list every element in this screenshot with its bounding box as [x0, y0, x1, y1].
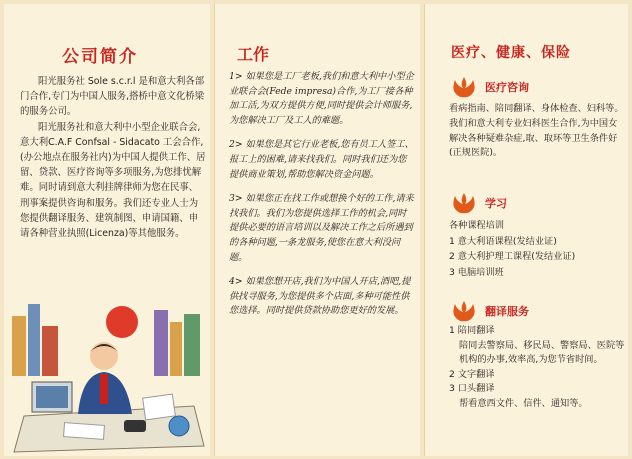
translate-item: 1 陪同翻译 [449, 325, 495, 336]
study-list [449, 218, 625, 280]
services-title: 医疗、健康、保险 [451, 45, 571, 61]
translate-list [449, 324, 625, 412]
study-item: 3 电脑培训班 [449, 266, 504, 278]
translate-item: 2 文字翻译 [449, 368, 495, 380]
company-intro [20, 74, 206, 241]
study-heading-label: 学习 [485, 197, 507, 210]
work-title: 工作 [237, 45, 270, 64]
flame-icon [451, 300, 477, 322]
panel-services [424, 4, 628, 456]
translate-item-detail: 帮看意西文件、信件、通知等。 [459, 397, 588, 409]
medical-text: 看病指南、陪同翻译、身体检查、妇科等。我们和意大利专业妇科医生合作,为中国女解决各种疑难杂症,取、取环等卫生条件好(正规医院)。 [449, 103, 624, 159]
translate-heading-label: 翻译服务 [485, 305, 529, 318]
study-heading [451, 192, 507, 214]
panel-company [4, 4, 210, 456]
medical-heading [451, 76, 529, 98]
work-item-4: 4> 如果您想开店,我们为中国人开店,酒吧,提供找寻服务,为您提供多个店面,多种可能性供您选择。同时提供贷款协助您更好的发展。 [229, 276, 411, 317]
company-paragraph-1: 阳光服务社 Sole s.c.r.l 是和意大利各部门合作,专门为中国人服务,搭桥中意文化桥梁的服务公司。 [20, 76, 205, 118]
work-item-2: 2> 如果您是其它行业老板,您有员工人签工、报工上的困难,请来找我们。同时我们还为您提供商业策划,帮助您解决资金问题。 [229, 139, 414, 180]
translate-heading [451, 300, 529, 322]
study-item: 各种课程培训 [449, 220, 505, 231]
company-title: 公司简介 [62, 47, 138, 67]
work-item-1: 1> 如果您是工厂老板,我们和意大利中小型企业联合会(Fede impresa)合作,为工厂接各种加工活,为双方提供方便,同时提供会计师服务,为您解决工厂及工人的难题。 [229, 71, 414, 126]
translate-item-detail: 陪同去警察局、移民局、警察局、医院等机构的办事,效率高,为您节省时间。 [459, 339, 625, 366]
medical-heading-label: 医疗咨询 [485, 81, 529, 94]
work-list [229, 70, 415, 329]
work-item-3: 3> 如果您正在找工作或想换个好的工作,请来找我们。我们为您提供选择工作的机会,同时提供必要的语言培训以及解决工作之后所遇到的各种问题,一条龙服务,使您在意大利没问题。 [229, 193, 414, 263]
office-illustration [4, 296, 210, 456]
panel-work [214, 4, 420, 456]
translate-item: 3 口头翻译 [449, 383, 495, 395]
study-item: 2 意大利护理工课程(发结业证) [449, 251, 576, 262]
study-item: 1 意大利语课程(发结业证) [449, 235, 557, 247]
flame-icon [451, 76, 477, 98]
flame-icon [451, 192, 477, 214]
company-paragraph-2: 阳光服务社和意大利中小型企业联合会,意大利C.A.F Confsal - Sidacato 工会合作,(办公地点在服务社内)为中国人提供工作、居留、贷款、医疗咨询等多项服务,为您排忧解难。同时请到意大利挂牌律师为您在民事、刑事案提供咨询和服务。我们还专业人士为您提供翻译服务、建筑制图、申请国籍、申请各种营业执照(Licenza)等其他服务。 [20, 121, 206, 240]
